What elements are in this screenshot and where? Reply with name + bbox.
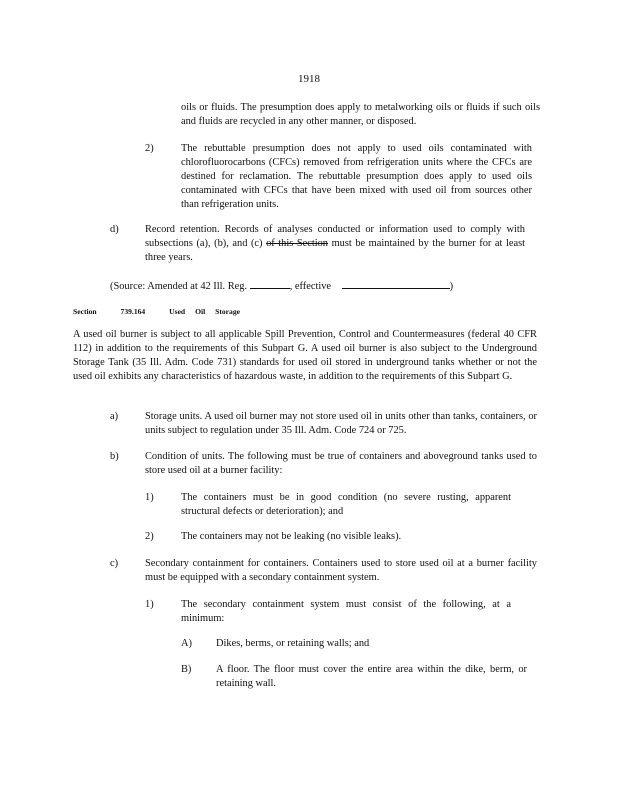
section-title-word-2: Oil: [195, 307, 206, 316]
item-cA-label: A): [181, 638, 192, 649]
item-d-struck-text: of this Section: [266, 238, 328, 249]
item-b-label: b): [110, 451, 119, 462]
section-number: 739.164: [120, 307, 146, 316]
item-c-text: Secondary containment for containers. Containers used to store used oil at a burner facility must be equipped with a secondary containment system.: [145, 558, 537, 583]
section-label: Section: [73, 307, 97, 316]
item-b2-label: 2): [145, 531, 154, 542]
item-c-label: c): [110, 558, 119, 569]
effective-date-blank: [342, 278, 450, 289]
section-intro: A used oil burner is subject to all applicable Spill Prevention, Control and Countermeasures (federal 40 CFR 112) in addition to the requirements of this Subpart G. A used oil burner is also subject to the Underground Storage Tank (35 Ill. Adm. Code 731) standards for used oil stored in underground tanks whether or not the used oil exhibits any characteristics of hazardous waste, in addition to the requirements of this Subpart G.: [73, 329, 537, 382]
item-d-text: [145, 223, 525, 265]
source-note-pre: (Source: Amended at 42 Ill. Reg.: [110, 281, 248, 292]
item-b1-label: 1): [145, 492, 154, 503]
item-b-text: Condition of units. The following must be true of containers and aboveground tanks used to store used oil at a burner facility:: [145, 451, 537, 476]
item-a-text: Storage units. A used oil burner may not store used oil in units other than tanks, containers, or units subject to regulation under 35 Ill. Adm. Code 724 or 725.: [145, 411, 537, 436]
paragraph-metalworking-oils: oils or fluids. The presumption does apply to metalworking oils or fluids if such oils and fluids are recycled in any other manner, or disposed.: [181, 102, 540, 127]
source-note-end: ): [449, 281, 454, 292]
item-b2-text: The containers may not be leaking (no visible leaks).: [181, 531, 402, 542]
source-note-mid: , effective: [289, 281, 332, 292]
section-title-word-3: Storage: [215, 307, 241, 316]
item-c1-text: The secondary containment system must consist of the following, at a minimum:: [181, 599, 511, 624]
item-a-label: a): [110, 411, 119, 422]
item-2-label: 2): [145, 143, 154, 154]
item-b1-text: The containers must be in good condition (no severe rusting, apparent structural defects or deterioration); and: [181, 492, 511, 517]
reg-blank: [250, 278, 290, 289]
item-d-text-pre: Record retention. Records of analyses conducted or information used to comply with subsections (a), (b), and (c): [145, 224, 525, 249]
item-2-text: The rebuttable presumption does not apply to used oils contaminated with chlorofluorocarbons (CFCs) removed from refrigeration units where the CFCs are destined for reclamation. The rebuttable presumption does apply to used oils contaminated with CFCs that have been mixed with used oil from sources other than refrigeration units.: [181, 143, 532, 210]
item-d-label: d): [110, 224, 119, 235]
source-note: [110, 278, 530, 294]
item-c1-label: 1): [145, 599, 154, 610]
item-cB-label: B): [181, 664, 192, 675]
item-cA-text: Dikes, berms, or retaining walls; and: [216, 638, 370, 649]
item-d-text-post: must be maintained by the burner for at least three years.: [145, 238, 525, 263]
item-cB-text: A floor. The floor must cover the entire area within the dike, berm, or retaining wall.: [216, 664, 527, 689]
section-heading: [73, 305, 262, 319]
section-title-word-1: Used: [169, 307, 186, 316]
page-number: 1918: [298, 73, 320, 85]
